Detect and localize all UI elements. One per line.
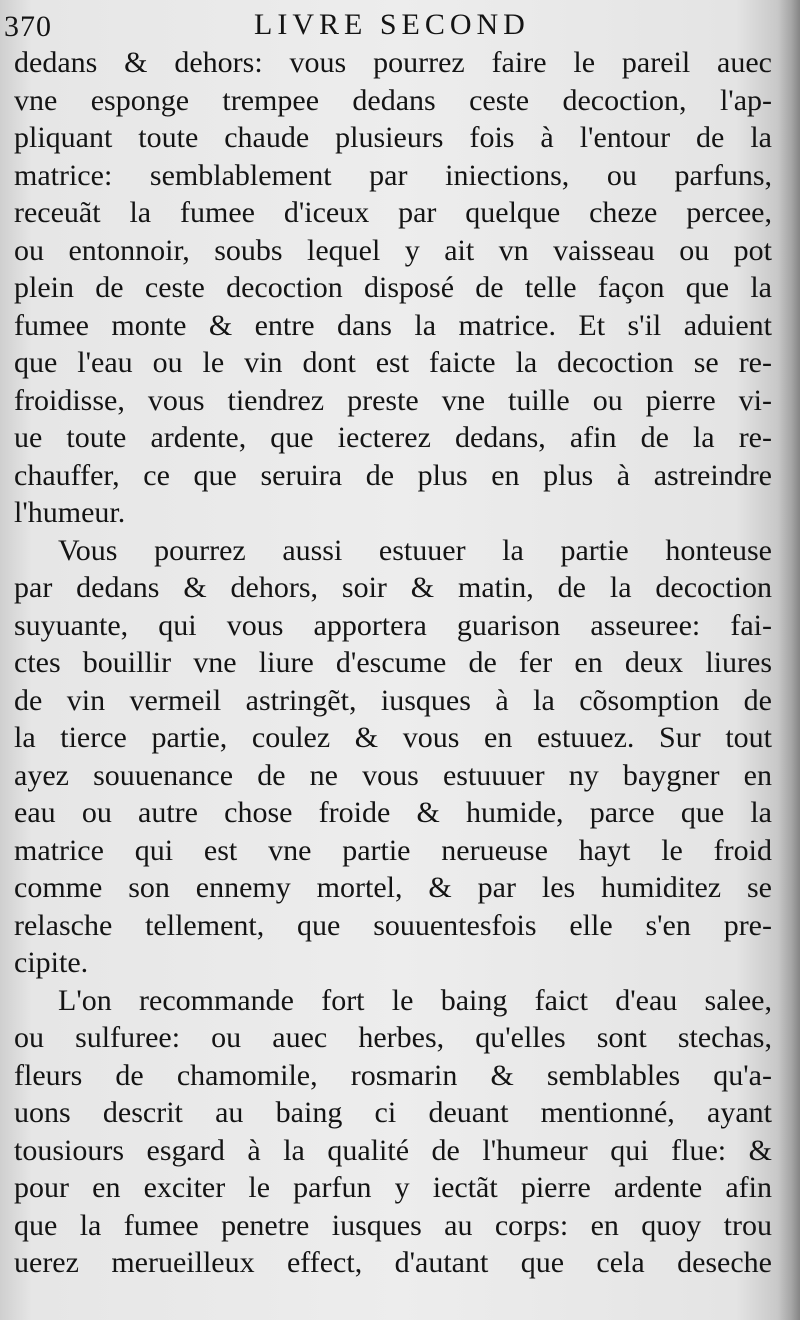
text-line: chauffer, ce que seruira de plus en plus à astreindre <box>14 458 772 492</box>
text-line: uerez merueilleux effect, d'autant que cela deseche <box>14 1246 772 1279</box>
text-line: la tierce partie, coulez & vous en estuuez. Sur tout <box>14 721 772 754</box>
text-line: ayez souuenance de ne vous estuuuer ny baygner en <box>14 758 772 792</box>
text-line: dedans & dehors: vous pourrez faire le pareil auec <box>14 46 772 79</box>
text-line: ue toute ardente, que iecterez dedans, afin de la re- <box>14 421 772 454</box>
text-line: vne esponge trempee dedans ceste decoction, l'ap- <box>14 83 772 117</box>
text-line: plein de ceste decoction disposé de telle façon que la <box>14 271 772 304</box>
text-line: matrice qui est vne partie nerueuse hayt le froid <box>14 833 772 867</box>
text-line: par dedans & dehors, soir & matin, de la decoction <box>14 571 772 604</box>
text-line: tousiours esgard à la qualité de l'humeur qui flue: & <box>14 1133 772 1167</box>
text-line: de vin vermeil astringẽt, iusques à la cõsomption de <box>14 683 772 717</box>
text-line: matrice: semblablement par iniections, ou parfuns, <box>14 158 772 192</box>
page-number: 370 <box>4 10 52 43</box>
text-line: Vous pourrez aussi estuuer la partie honteuse <box>58 533 772 567</box>
text-line: l'humeur. <box>14 496 126 529</box>
text-line: uons descrit au baing ci deuant mentionné, ayant <box>14 1096 772 1129</box>
text-line: ctes bouillir vne liure d'escume de fer en deux liures <box>14 646 772 679</box>
text-line: que l'eau ou le vin dont est faicte la decoction se re- <box>14 346 772 379</box>
body-text <box>14 44 772 1282</box>
text-line: ou sulfuree: ou auec herbes, qu'elles sont stechas, <box>14 1021 772 1054</box>
page-gutter-shadow <box>778 0 800 1320</box>
running-title: LIVRE SECOND <box>254 8 530 41</box>
text-line: suyuante, qui vous apportera guarison asseuree: fai- <box>14 608 772 642</box>
text-line: cipite. <box>14 946 89 979</box>
text-line: L'on recommande fort le baing faict d'eau salee, <box>58 983 772 1017</box>
text-line: comme son ennemy mortel, & par les humiditez se <box>14 871 772 904</box>
text-line: fumee monte & entre dans la matrice. Et s'il aduient <box>14 308 772 342</box>
text-line: pliquant toute chaude plusieurs fois à l'entour de la <box>14 121 772 154</box>
text-line: eau ou autre chose froide & humide, parce que la <box>14 796 772 829</box>
text-line: que la fumee penetre iusques au corps: en quoy trou <box>14 1208 772 1242</box>
text-line: ou entonnoir, soubs lequel y ait vn vaisseau ou pot <box>14 233 772 267</box>
text-line: froidisse, vous tiendrez preste vne tuille ou pierre vi- <box>14 383 772 417</box>
text-line: receuãt la fumee d'iceux par quelque cheze percee, <box>14 196 772 229</box>
text-line: relasche tellement, que souuentesfois elle s'en pre- <box>14 908 772 942</box>
text-line: pour en exciter le parfun y iectãt pierre ardente afin <box>14 1171 772 1204</box>
text-line: fleurs de chamomile, rosmarin & semblables qu'a- <box>14 1058 772 1092</box>
